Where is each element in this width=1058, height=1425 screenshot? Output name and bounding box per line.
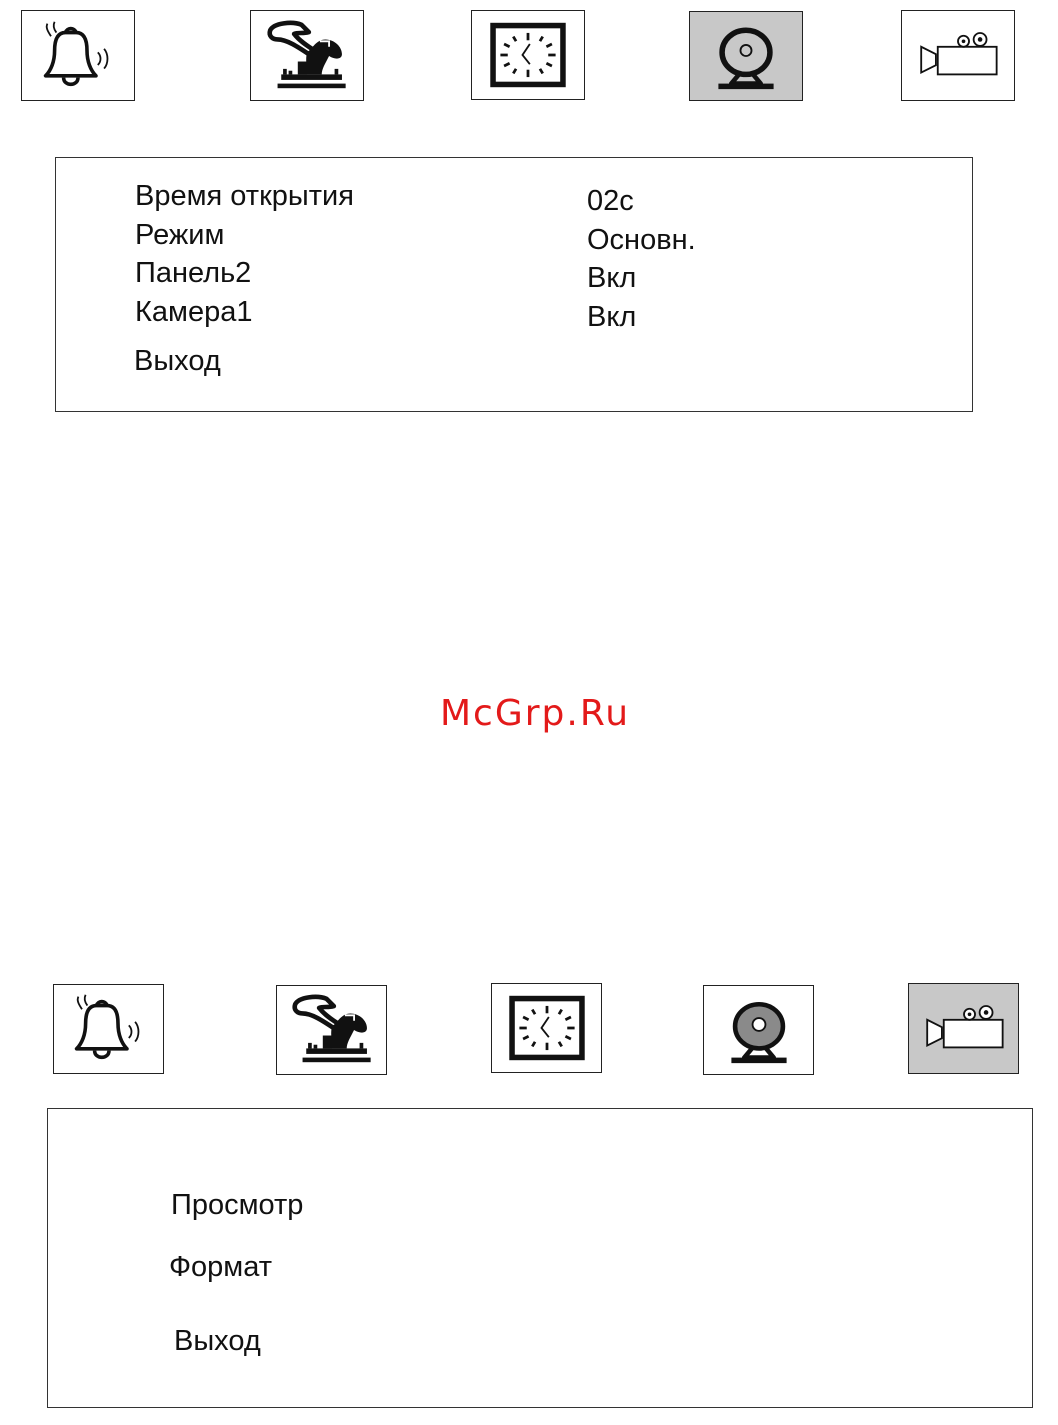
menu1-row-label[interactable]: Режим <box>135 219 225 251</box>
bell-icon <box>33 20 123 92</box>
menu2-tab-intercom[interactable] <box>276 985 387 1075</box>
menu2-settings-panel <box>47 1108 1033 1408</box>
menu2-tab-clock[interactable] <box>491 983 602 1073</box>
menu1-tab-camera-lens[interactable] <box>689 11 803 101</box>
menu2-tab-video-camera[interactable] <box>908 983 1019 1074</box>
video-camera-icon <box>912 19 1004 93</box>
bell-icon <box>64 993 154 1065</box>
menu1-settings-panel <box>55 157 973 412</box>
menu1-tab-bell[interactable] <box>21 10 135 101</box>
menu1-row-label[interactable]: Панель2 <box>135 257 252 289</box>
clock-icon <box>501 991 593 1065</box>
menu2-tab-bell[interactable] <box>53 984 164 1074</box>
menu1-row-value: Вкл <box>587 301 637 333</box>
menu1-tab-video-camera[interactable] <box>901 10 1015 101</box>
video-camera-icon <box>918 992 1010 1066</box>
menu1-row-value: Основн. <box>587 224 696 256</box>
menu2-tab-camera-lens[interactable] <box>703 985 814 1075</box>
menu1-tab-intercom[interactable] <box>250 10 364 101</box>
menu2-item-view[interactable]: Просмотр <box>171 1189 304 1221</box>
intercom-phone-icon <box>286 993 378 1067</box>
menu1-row-label[interactable]: Время открытия <box>135 180 354 212</box>
clock-icon <box>482 18 574 92</box>
camera-lens-icon <box>713 993 805 1067</box>
menu2-exit-item[interactable]: Выход <box>174 1325 261 1357</box>
menu1-tab-clock[interactable] <box>471 10 585 100</box>
intercom-phone-icon <box>261 19 353 93</box>
camera-lens-icon <box>700 19 792 93</box>
menu2-item-format[interactable]: Формат <box>169 1251 273 1283</box>
menu1-row-value: 02c <box>587 185 634 217</box>
watermark: McGrp.Ru <box>439 693 631 734</box>
menu1-row-label[interactable]: Камера1 <box>135 296 253 328</box>
menu1-exit-item[interactable]: Выход <box>134 345 221 377</box>
menu1-row-value: Вкл <box>587 262 637 294</box>
